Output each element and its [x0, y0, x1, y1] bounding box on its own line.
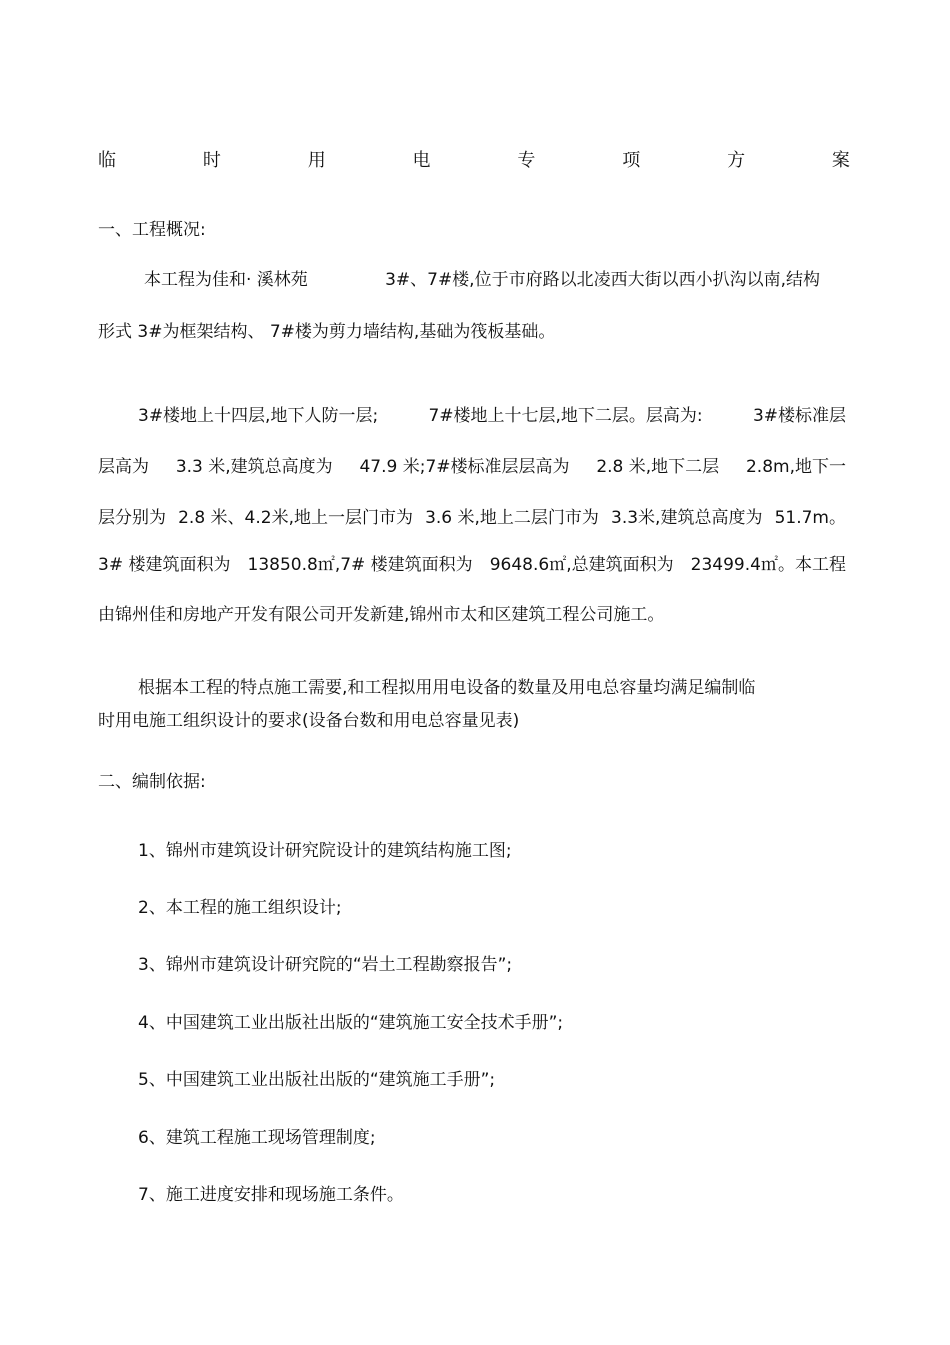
paragraph-3-line-2: 时用电施工组织设计的要求(设备台数和用电总容量见表) — [98, 711, 520, 731]
paragraph-2-line-1 — [138, 404, 846, 428]
title-char: 用 — [307, 150, 326, 171]
title-char: 电 — [412, 150, 431, 171]
paragraph-1-line-2: 形式 3#为框架结构、 7#楼为剪力墙结构,基础为筏板基础。 — [98, 322, 556, 342]
paragraph-1-line-1 — [144, 268, 820, 292]
title-char: 专 — [517, 150, 536, 171]
list-item: 5、中国建筑工业出版社出版的“建筑施工手册”; — [138, 1070, 496, 1090]
text-fragment: 层分别为 — [98, 508, 166, 528]
section-2-heading: 二、编制依据: — [98, 772, 206, 792]
section-1-heading: 一、工程概况: — [98, 220, 206, 240]
text-fragment: 3.3 米,建筑总高度为 — [175, 457, 333, 477]
page-title — [98, 148, 850, 174]
text-fragment: 层高为 — [98, 457, 149, 477]
text-fragment: 9648.6㎡,总建筑面积为 — [489, 555, 674, 575]
list-item: 4、中国建筑工业出版社出版的“建筑施工安全技术手册”; — [138, 1013, 564, 1033]
paragraph-2-line-5: 由锦州佳和房地产开发有限公司开发新建,锦州市太和区建筑工程公司施工。 — [98, 605, 665, 625]
text-fragment: 2.8m,地下一 — [745, 457, 846, 477]
text-fragment: 2.8 米,地下二层 — [596, 457, 720, 477]
title-char: 时 — [202, 150, 221, 171]
text-fragment: 本工程为佳和· 溪林苑 — [144, 270, 308, 290]
text-fragment: 3# 楼建筑面积为 — [98, 555, 231, 575]
title-char: 方 — [727, 150, 746, 171]
title-char: 案 — [831, 150, 850, 171]
list-item: 7、施工进度安排和现场施工条件。 — [138, 1185, 404, 1205]
paragraph-3-line-1: 根据本工程的特点施工需要,和工程拟用用电设备的数量及用电总容量均满足编制临 — [138, 678, 756, 698]
title-char: 项 — [622, 150, 641, 171]
paragraph-2-line-2 — [98, 455, 846, 479]
text-fragment: 3#楼标准层 — [752, 406, 846, 426]
text-fragment: 13850.8㎡,7# 楼建筑面积为 — [247, 555, 473, 575]
list-item: 1、锦州市建筑设计研究院设计的建筑结构施工图; — [138, 841, 512, 861]
title-char: 临 — [98, 150, 116, 171]
list-item: 6、建筑工程施工现场管理制度; — [138, 1128, 376, 1148]
text-fragment: 3.3米,建筑总高度为 — [611, 508, 763, 528]
text-fragment: 2.8 米、4.2米,地上一层门市为 — [178, 508, 413, 528]
text-fragment: 47.9 米;7#楼标准层层高为 — [359, 457, 570, 477]
text-fragment: 3.6 米,地上二层门市为 — [425, 508, 599, 528]
text-fragment: 7#楼地上十七层,地下二层。层高为: — [428, 406, 703, 426]
list-item: 3、锦州市建筑设计研究院的“岩土工程勘察报告”; — [138, 955, 513, 975]
text-fragment: 51.7m。 — [774, 508, 846, 528]
text-fragment: 3#、7#楼,位于市府路以北凌西大街以西小扒沟以南,结构 — [385, 270, 820, 290]
text-fragment: 23499.4㎡。本工程 — [690, 555, 846, 575]
list-item: 2、本工程的施工组织设计; — [138, 898, 342, 918]
paragraph-2-line-3 — [98, 506, 846, 530]
text-fragment: 3#楼地上十四层,地下人防一层; — [138, 406, 379, 426]
paragraph-2-line-4 — [98, 553, 846, 577]
